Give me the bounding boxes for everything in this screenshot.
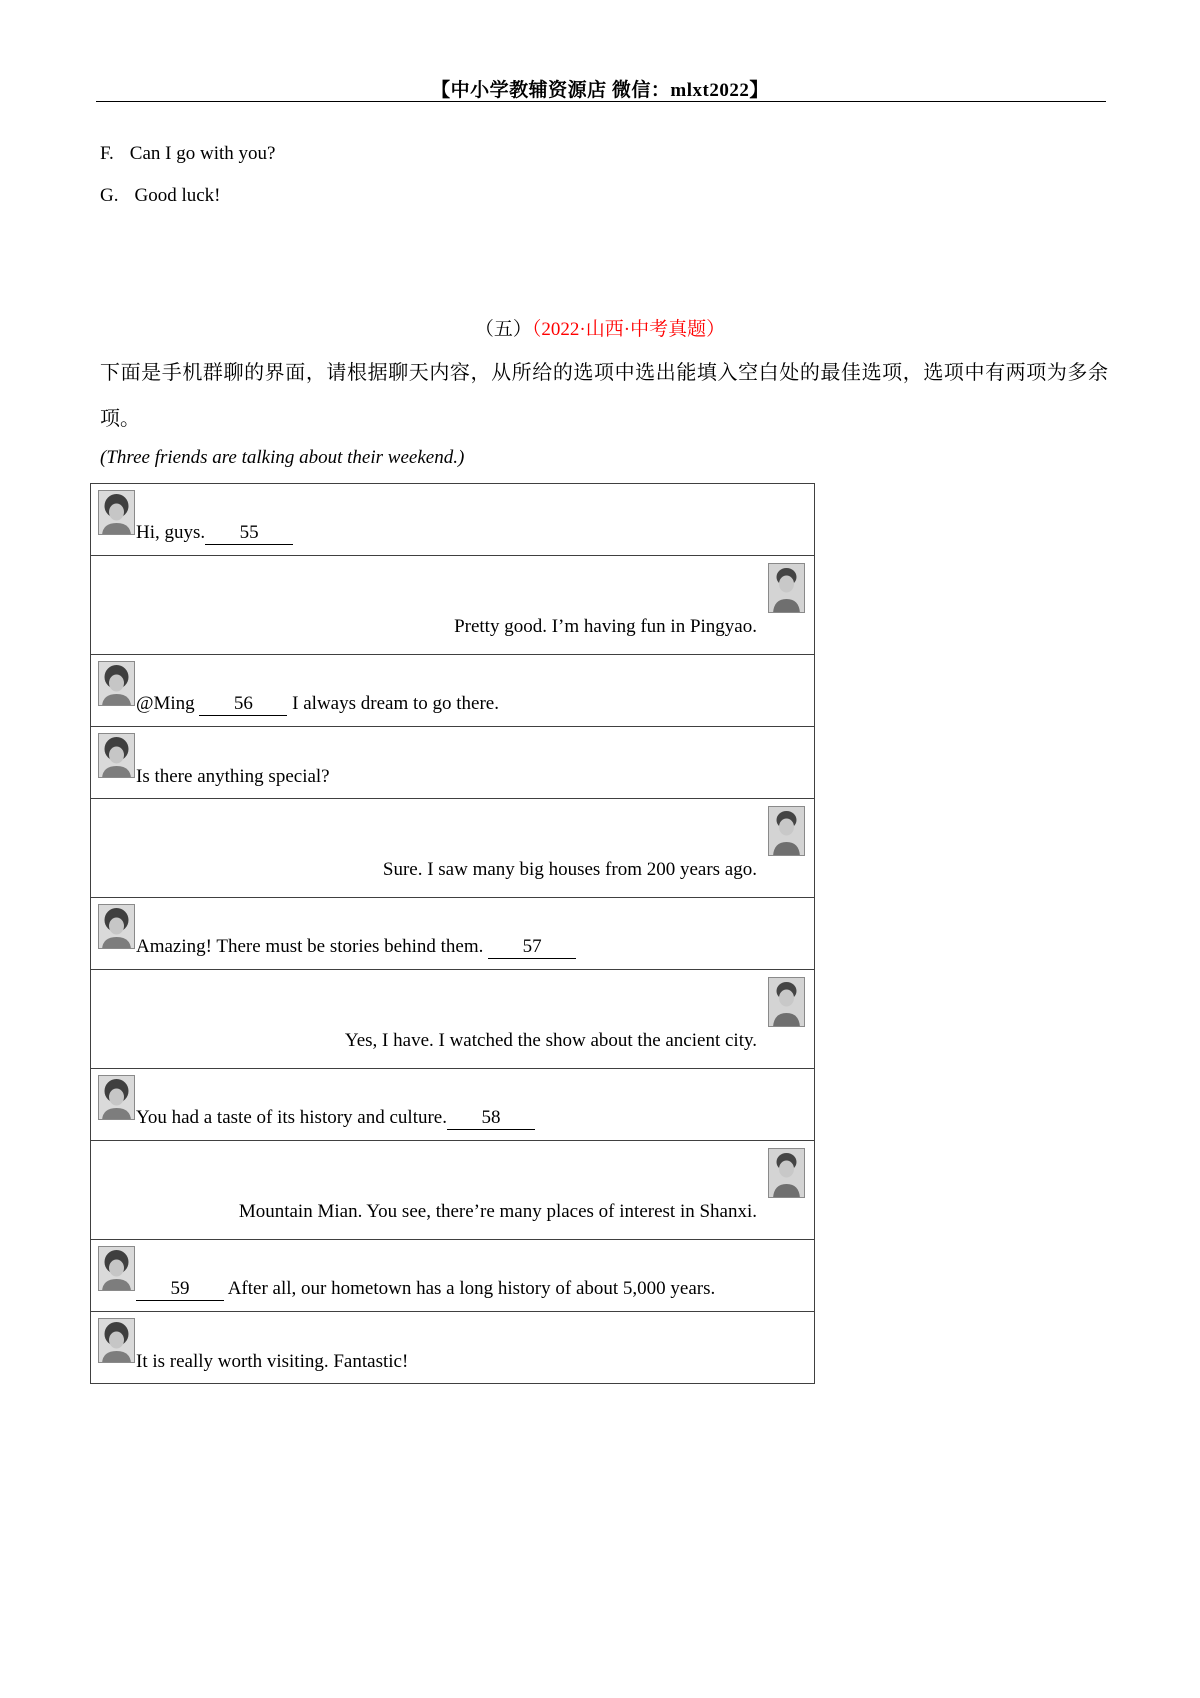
chat-message-row: [90, 1239, 815, 1312]
option-f-text: Can I go with you?: [129, 143, 276, 164]
page-header: 【中小学教辅资源店 微信：mlxt2022】: [431, 80, 769, 101]
chat-message-row: [90, 555, 815, 655]
chat-message-text: 59 After all, our hometown has a long history of about 5,000 years.: [136, 1278, 715, 1301]
girl-avatar: [98, 1075, 135, 1120]
chat-message-text: Hi, guys. 55: [136, 522, 293, 545]
chat-message-text: @Ming 56 I always dream to go there.: [136, 693, 499, 715]
section-number: （五）: [474, 319, 532, 340]
chat-message-text: Is there anything special?: [136, 766, 330, 787]
section-heading: [0, 314, 1200, 341]
girl-avatar: [98, 661, 135, 706]
chat-message-text: Yes, I have. I watched the show about the ancient city.: [344, 1030, 757, 1051]
chat-message-text: Amazing! There must be stories behind them. 57: [136, 936, 576, 959]
scene-line: (Three friends are talking about their weekend.): [100, 447, 465, 468]
answer-blank-58: 58: [447, 1108, 535, 1130]
girl-avatar: [98, 1246, 135, 1291]
boy-avatar: [768, 563, 805, 613]
chat-message-row: [90, 1140, 815, 1240]
boy-avatar: [768, 1148, 805, 1198]
option-g-text: Good luck!: [134, 185, 221, 206]
boy-avatar: [768, 806, 805, 856]
header-divider: [96, 101, 1106, 102]
option-f: [100, 143, 275, 165]
chat-message-row: [90, 483, 815, 556]
answer-blank-59: 59: [136, 1279, 224, 1301]
chat-message-row: [90, 654, 815, 727]
instructions-text: 下面是手机群聊的界面，请根据聊天内容，从所给的选项中选出能填入空白处的最佳选项，选项中有两项为多余项。: [100, 362, 1108, 430]
girl-avatar: [98, 490, 135, 535]
option-f-label: F.: [100, 143, 114, 164]
chat-message-row: [90, 798, 815, 898]
chat-message-text: Sure. I saw many big houses from 200 years ago.: [382, 859, 757, 880]
girl-avatar: [98, 733, 135, 778]
chat-message-row: [90, 1068, 815, 1141]
chat-message-text: You had a taste of its history and culture. 58: [136, 1107, 535, 1130]
girl-avatar: [98, 904, 135, 949]
chat-message-text: It is really worth visiting. Fantastic!: [136, 1351, 409, 1372]
chat-message-row: [90, 1311, 815, 1384]
chat-message-text: Pretty good. I’m having fun in Pingyao.: [454, 616, 757, 637]
answer-blank-56: 56: [199, 694, 287, 716]
option-g-label: G.: [100, 185, 119, 206]
chat-message-text: Mountain Mian. You see, there’re many places of interest in Shanxi.: [238, 1201, 757, 1222]
chat-table: [90, 483, 815, 1384]
answer-blank-55: 55: [205, 523, 293, 545]
boy-avatar: [768, 977, 805, 1027]
chat-message-row: [90, 726, 815, 799]
option-g: [100, 185, 221, 207]
girl-avatar: [98, 1318, 135, 1363]
answer-blank-57: 57: [488, 937, 576, 959]
chat-message-row: [90, 897, 815, 970]
chat-message-row: [90, 969, 815, 1069]
section-source: （2022·山西·中考真题）: [531, 319, 726, 340]
